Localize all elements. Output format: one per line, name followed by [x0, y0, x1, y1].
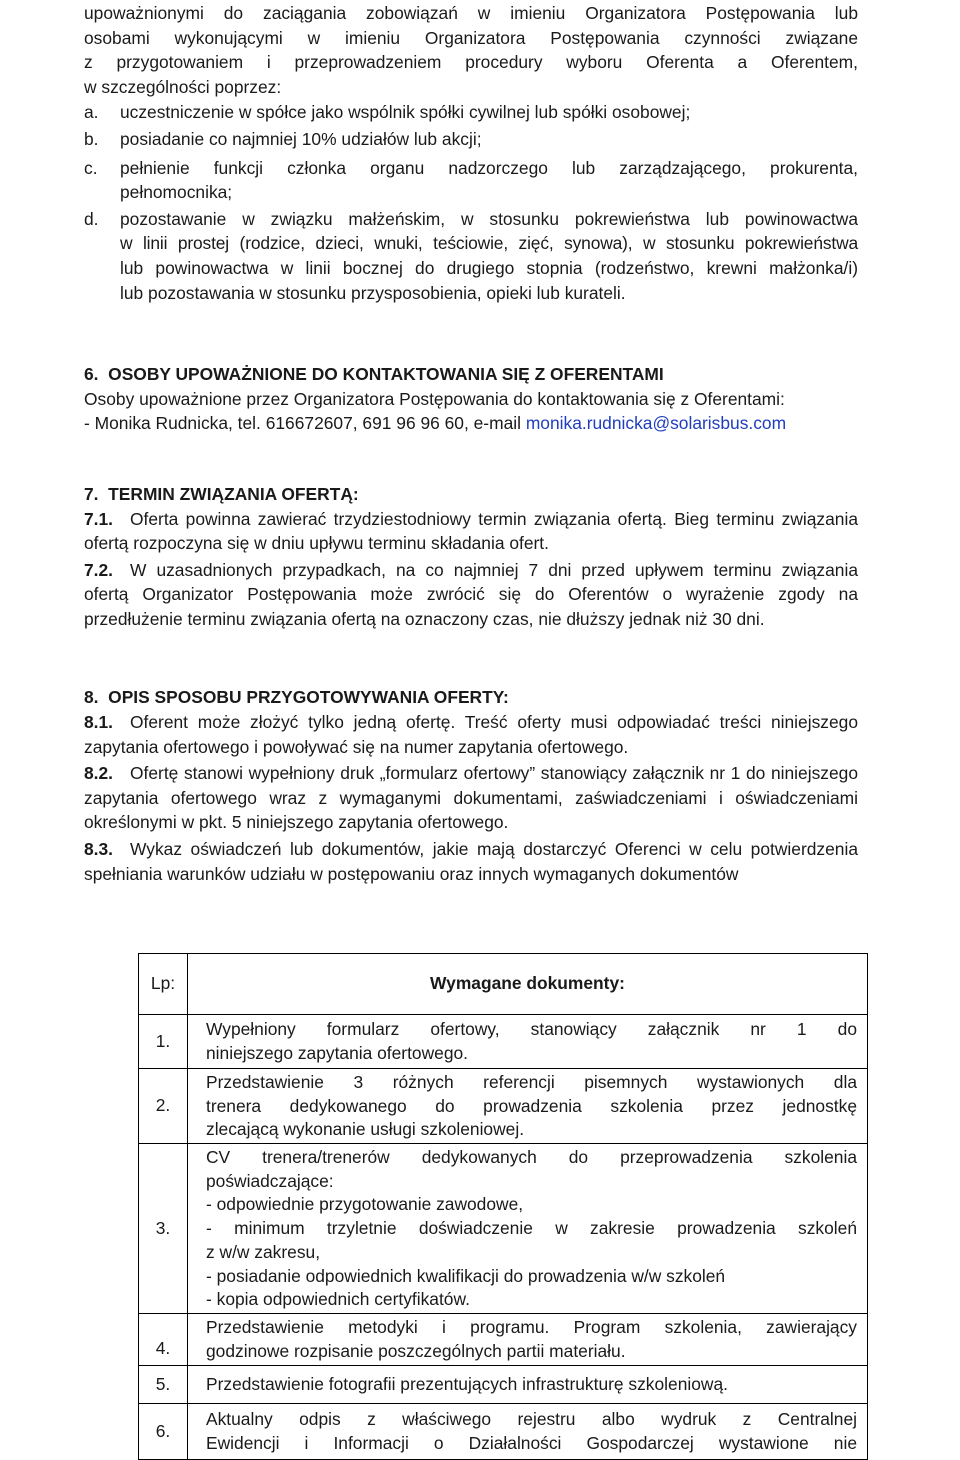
table-header-row	[139, 954, 868, 1015]
table-row	[139, 1015, 868, 1069]
row-number: 1.	[139, 1015, 188, 1069]
numbered-item	[84, 558, 858, 583]
list-item-label: c.	[84, 157, 98, 178]
item-number: 7.2.	[84, 559, 114, 580]
item-text: Wykaz oświadczeń lub dokumentów, jakie mają dostarczyć Oferenci w celu potwierdzenia	[130, 839, 858, 860]
row-line: Przedstawienie 3 różnych referencji pisemnych wystawionych dla	[206, 1071, 857, 1092]
row-line: z w/w zakresu,	[206, 1241, 321, 1262]
intro-line: upoważnionymi do zaciągania zobowiązań w imieniu Organizatora Postępowania lub	[84, 3, 858, 23]
table-row	[139, 1366, 868, 1404]
list-item-text: lub powinowactwa w linii bocznej do drugiego stopnia (rodzeństwo, krewni małżonka/i)	[120, 257, 858, 278]
header-lp: Lp:	[139, 954, 188, 1015]
list-item-text: pełnomocnika;	[120, 182, 233, 203]
list-item-label: d.	[84, 208, 99, 229]
row-line: niniejszego zapytania ofertowego.	[206, 1043, 468, 1063]
list-item	[84, 207, 858, 305]
item-text: ofertą rozpoczyna się w dniu upływu terminu składania ofert.	[84, 533, 549, 554]
section-heading: 8. OPIS SPOSOBU PRZYGOTOWYWANIA OFERTY:	[84, 687, 509, 708]
item-text: Ofertę stanowi wypełniony druk „formularz ofertowy” stanowiący załącznik nr 1 do niniejszego	[130, 763, 858, 784]
numbered-item	[84, 837, 858, 862]
row-number: 3.	[139, 1144, 188, 1314]
row-line: zlecającą wykonanie usługi szkoleniowej.	[206, 1119, 525, 1140]
item-text: określonymi w pkt. 5 niniejszego zapytania ofertowego.	[84, 812, 509, 833]
item-number: 7.1.	[84, 508, 114, 529]
document-page	[84, 0, 858, 886]
section-7	[84, 482, 858, 632]
list-item	[84, 127, 858, 152]
row-line: Przedstawienie fotografii prezentujących infrastrukturę szkoleniową.	[206, 1374, 728, 1395]
row-line: godzinowe rozpisanie poszczególnych partii materiału.	[206, 1341, 626, 1361]
row-number: 2.	[139, 1069, 188, 1144]
table-row	[139, 1314, 868, 1366]
item-continuation	[84, 735, 858, 760]
list-item-text: w linii prostej (rodzice, dzieci, wnuki, teściowie, zięć, synowa), w stosunku pokrewieństwa	[120, 233, 858, 254]
intro-line: w szczególności poprzez:	[84, 76, 282, 97]
list-item-label: a.	[84, 102, 99, 123]
item-text: przedłużenie terminu związania ofertą na oznaczony czas, nie dłuższy jednak niż 30 dni.	[84, 608, 765, 629]
item-continuation	[84, 531, 858, 556]
list-item	[84, 100, 858, 125]
list-item-text: uczestniczenie w spółce jako wspólnik spółki cywilnej lub spółki osobowej;	[120, 102, 691, 123]
item-text: Oferta powinna zawierać trzydziestodniowy termin związania ofertą. Bieg terminu związania	[130, 508, 858, 529]
section-text: Osoby upoważnione przez Organizatora Postępowania do kontaktowania się z Oferentami:	[84, 388, 785, 409]
section-6	[84, 362, 858, 436]
table-row	[139, 1144, 868, 1314]
row-line: CV trenera/trenerów dedykowanych do przeprowadzenia szkolenia	[206, 1146, 857, 1167]
list-item-text: pełnienie funkcji członka organu nadzorczego lub zarządzającego, prokurenta,	[120, 157, 858, 178]
intro-line: z przygotowaniem i przeprowadzeniem procedury wyboru Oferenta a Oferentem,	[84, 52, 858, 73]
row-line: - odpowiednie przygotowanie zawodowe,	[206, 1194, 524, 1215]
row-number: 6.	[139, 1404, 188, 1460]
numbered-item	[84, 761, 858, 786]
row-line: - posiadanie odpowiednich kwalifikacji do prowadzenia w/w szkoleń	[206, 1265, 726, 1286]
header-documents: Wymagane dokumenty:	[188, 954, 868, 1015]
row-line: - kopia odpowiednich certyfikatów.	[206, 1289, 470, 1310]
row-number: 5.	[139, 1366, 188, 1404]
row-text	[188, 1144, 868, 1314]
row-text	[188, 1015, 868, 1069]
row-text	[188, 1069, 868, 1144]
contact-line	[84, 411, 858, 436]
row-line: - minimum trzyletnie doświadczenie w zakresie prowadzenia szkoleń	[206, 1218, 857, 1239]
intro-paragraph	[84, 0, 858, 99]
numbered-item	[84, 507, 858, 532]
row-line: Aktualny odpis z właściwego rejestru albo wydruk z Centralnej	[206, 1409, 857, 1429]
row-text	[188, 1366, 868, 1404]
email-link[interactable]: monika.rudnicka@solarisbus.com	[525, 413, 787, 434]
row-line: Przedstawienie metodyki i programu. Program szkolenia, zawierający	[206, 1317, 857, 1338]
table-row	[139, 1069, 868, 1144]
numbered-item	[84, 710, 858, 735]
item-continuation	[84, 582, 858, 631]
row-text	[188, 1404, 868, 1460]
item-continuation	[84, 786, 858, 835]
list-item-text: lub pozostawania w stosunku przysposobienia, opieki lub kurateli.	[120, 282, 626, 303]
section-heading: 6. OSOBY UPOWAŻNIONE DO KONTAKTOWANIA SIĘ Z OFERENTAMI	[84, 364, 664, 385]
item-text: zapytania ofertowego i powoływać się na numer zapytania ofertowego.	[84, 736, 629, 757]
item-number: 8.2.	[84, 763, 114, 784]
section-8	[84, 685, 858, 886]
list-item-label: b.	[84, 128, 99, 149]
contact-text: - Monika Rudnicka, tel. 616672607, 691 96 96 60, e-mail	[84, 413, 526, 434]
item-text: Oferent może złożyć tylko jedną ofertę. Treść oferty musi odpowiadać treści niniejszego	[130, 712, 858, 733]
list-item-text: posiadanie co najmniej 10% udziałów lub akcji;	[120, 128, 482, 149]
item-text: zapytania ofertowego wraz z wymaganymi dokumentami, zaświadczeniami i oświadczeniami	[84, 787, 858, 808]
item-text: ofertą Organizator Postępowania może zwrócić się do Oferentów o wyrażenie zgody na	[84, 584, 858, 605]
section-heading: 7. TERMIN ZWIĄZANIA OFERTĄ:	[84, 483, 359, 504]
intro-line: osobami wykonującymi w imieniu Organizatora Postępowania czynności związane	[84, 27, 858, 48]
item-continuation	[84, 862, 858, 887]
item-text: spełniania warunków udziału w postępowaniu oraz innych wymaganych dokumentów	[84, 863, 739, 884]
item-number: 8.1.	[84, 712, 114, 733]
row-line: poświadczające:	[206, 1170, 334, 1191]
row-line: Wypełniony formularz ofertowy, stanowiący załącznik nr 1 do	[206, 1019, 857, 1040]
item-number: 8.3.	[84, 839, 114, 860]
row-text	[188, 1314, 868, 1366]
list-item-text: pozostawanie w związku małżeńskim, w stosunku pokrewieństwa lub powinowactwa	[120, 208, 858, 229]
list-item	[84, 156, 858, 205]
item-text: W uzasadnionych przypadkach, na co najmniej 7 dni przed upływem terminu związania	[130, 559, 858, 580]
row-line: trenera dedykowanego do prowadzenia szkolenia przez jednostkę	[206, 1095, 857, 1116]
intro-list	[84, 100, 858, 305]
table-row	[139, 1404, 868, 1460]
required-documents-table	[138, 953, 868, 1460]
row-number: 4.	[139, 1314, 188, 1366]
row-line: Ewidencji i Informacji o Działalności Gospodarczej wystawione nie	[206, 1432, 857, 1453]
